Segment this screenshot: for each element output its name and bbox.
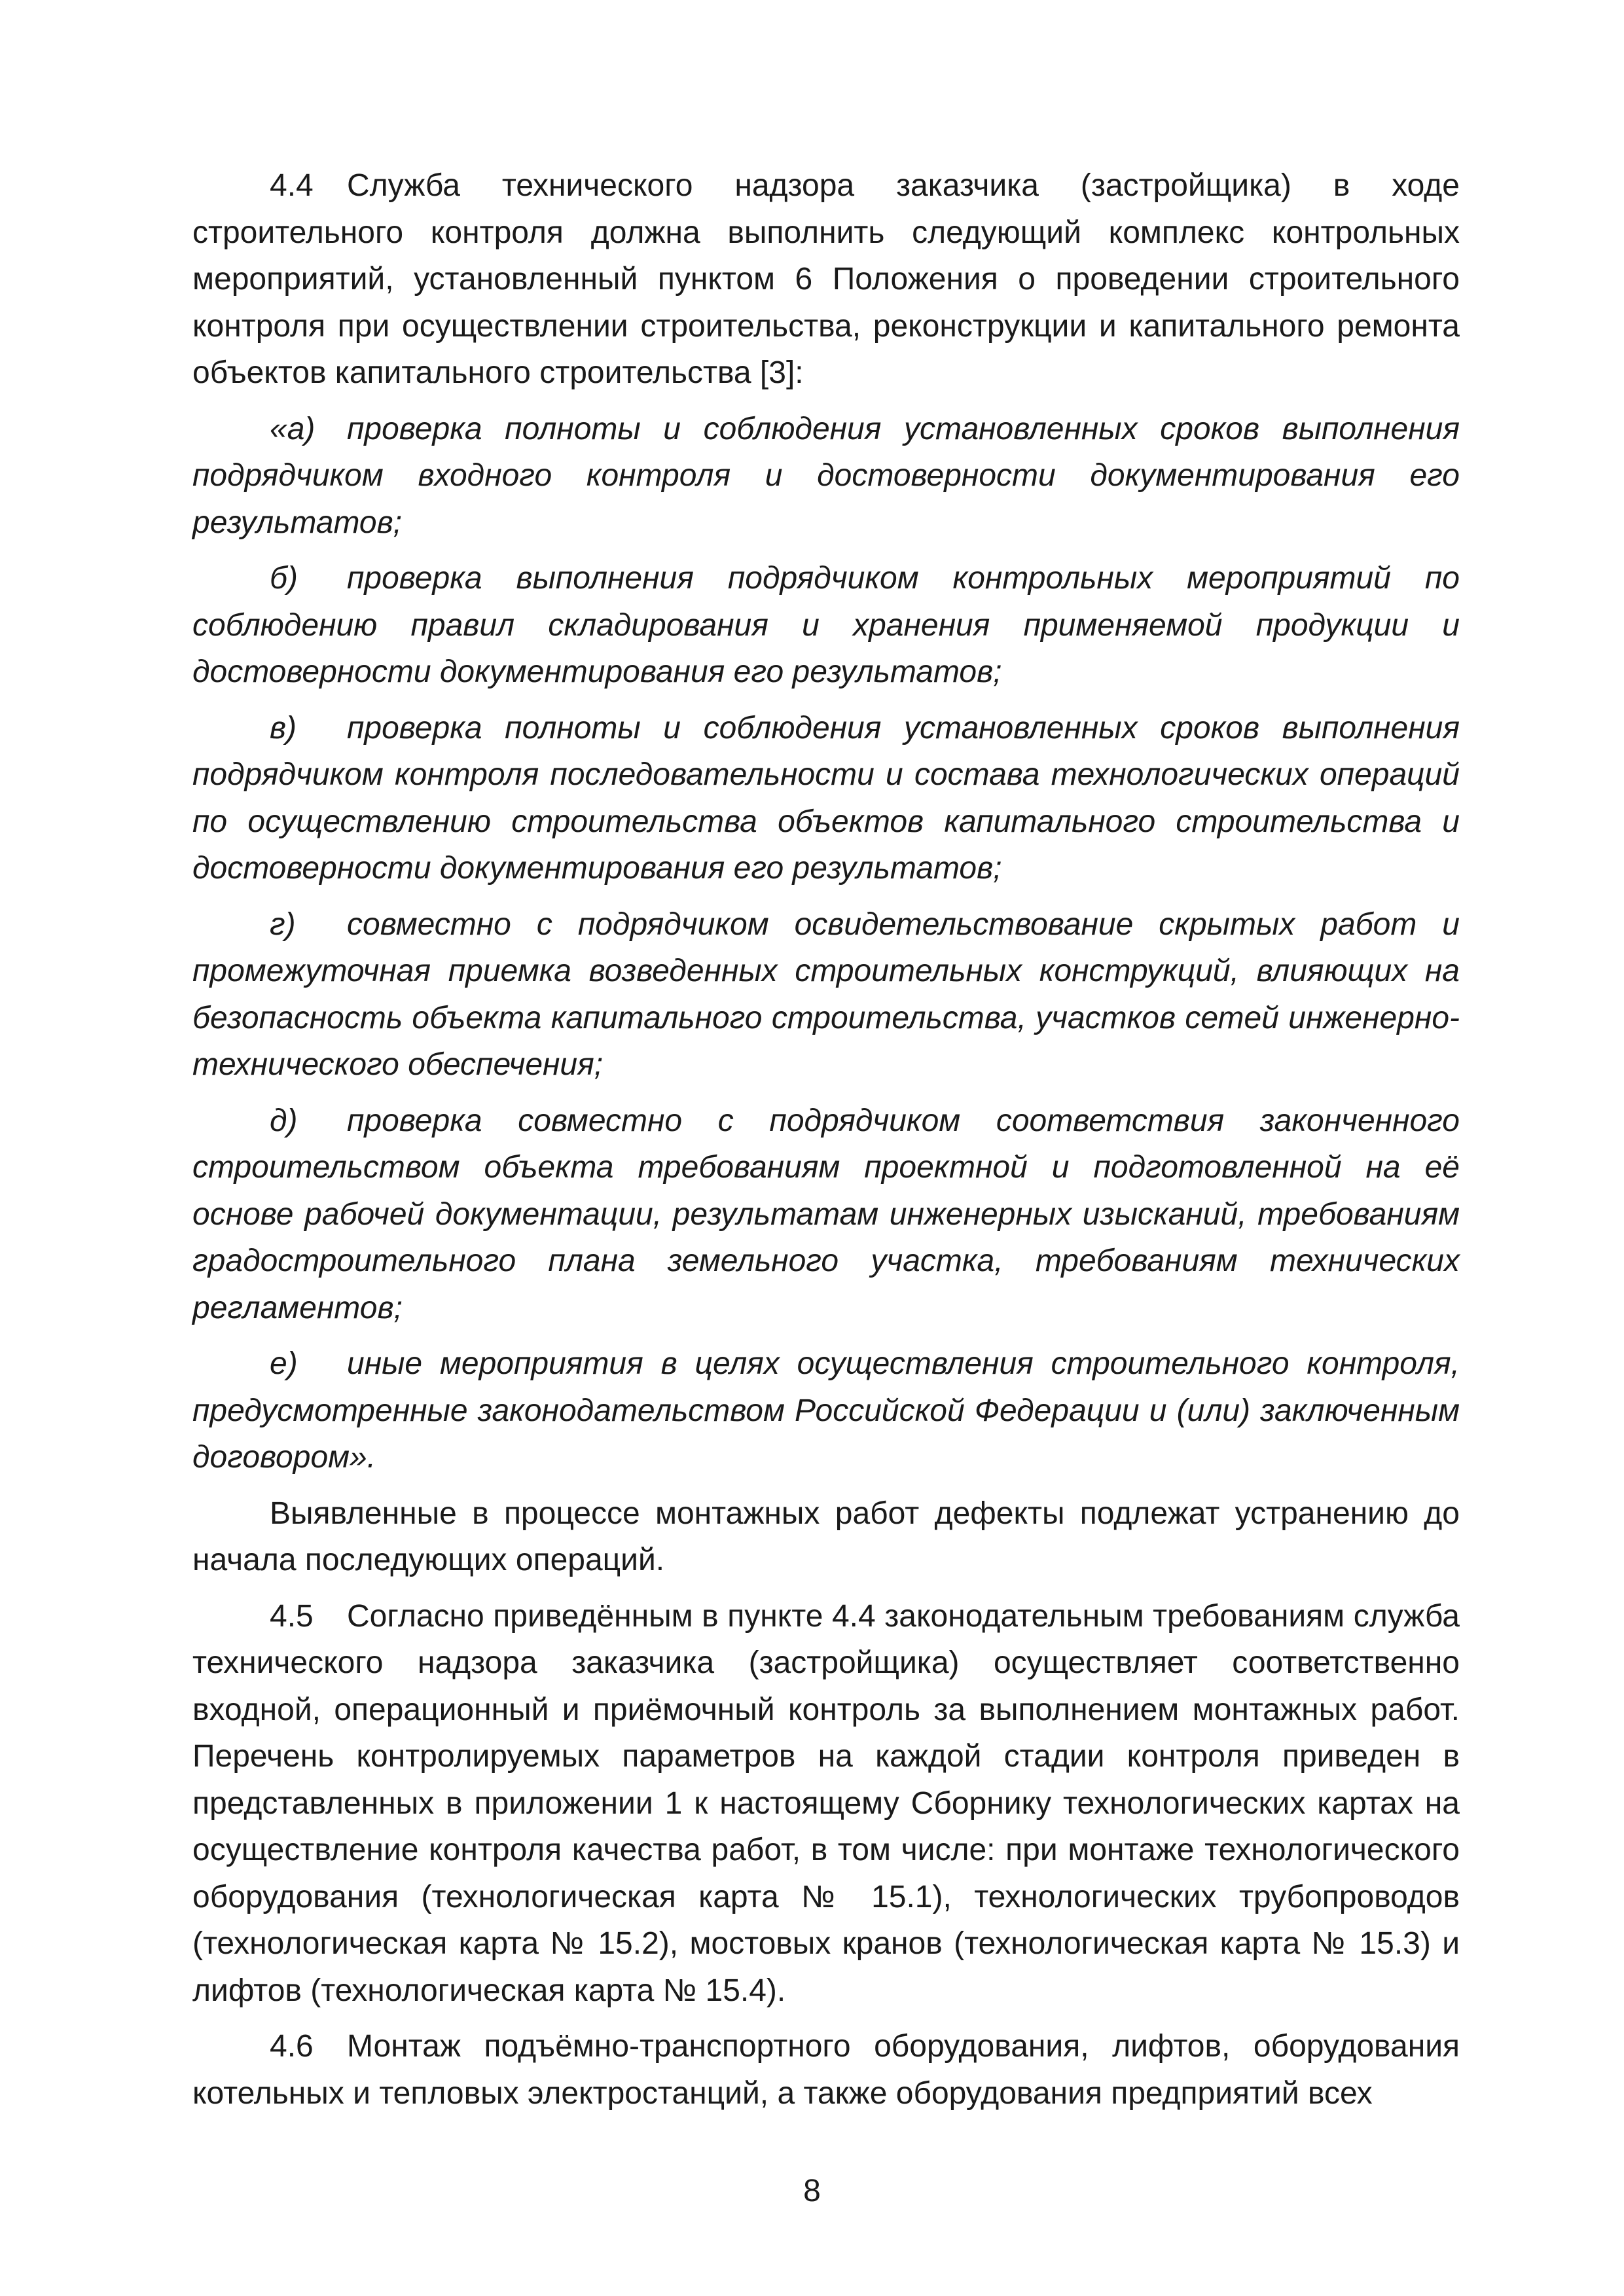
list-item-marker: «а) (270, 411, 316, 446)
paragraph-defects (192, 1490, 1460, 1584)
list-item-b (192, 555, 1460, 696)
list-item-marker: в) (270, 710, 297, 745)
list-item-text: иные мероприятия в целях осуществления строительного контроля, предусмотренные законодательством Российской Федерации и (или) заключенным договором». (192, 1346, 1460, 1475)
list-item-marker: г) (270, 906, 296, 942)
paragraph-4-5 (192, 1593, 1460, 2015)
list-item-v (192, 705, 1460, 892)
paragraph-number: 4.6 (270, 2029, 314, 2064)
list-item-text: проверка полноты и соблюдения установленных сроков выполнения подрядчиком контроля последовательности и состава технологических операций по осуществлению строительства объектов капитального строительства и достоверности документирования его результатов; (192, 710, 1460, 886)
list-item-text: проверка полноты и соблюдения установленных сроков выполнения подрядчиком входного контроля и достоверности документирования его результатов; (192, 411, 1460, 540)
list-item-e (192, 1340, 1460, 1481)
paragraph-4-6 (192, 2023, 1460, 2117)
page-number: 8 (803, 2174, 821, 2208)
paragraph-text: Служба технического надзора заказчика (застройщика) в ходе строительного контроля должна выполнить следующий комплекс контрольных мероприятий, установленный пунктом 6 Положения о проведении строительного контроля при осуществлении строительства, реконструкции и капитального ремонта объектов капитального строительства [3]: (192, 168, 1460, 390)
list-item-text: проверка выполнения подрядчиком контрольных мероприятий по соблюдению правил складирования и хранения применяемой продукции и достоверности документирования его результатов; (192, 561, 1460, 689)
list-item-g (192, 901, 1460, 1088)
list-item-text: проверка совместно с подрядчиком соответствия законченного строительством объекта требованиям проектной и подготовленной на её основе рабочей документации, результатам инженерных изысканий, требованиям градостроительного плана земельного участка, требованиям технических регламентов; (192, 1103, 1460, 1325)
paragraph-number: 4.5 (270, 1598, 314, 1634)
paragraph-4-4 (192, 162, 1460, 397)
paragraph-number: 4.4 (270, 168, 314, 203)
list-item-d (192, 1098, 1460, 1332)
paragraph-text: Выявленные в процессе монтажных работ дефекты подлежат устранению до начала последующих операций. (192, 1496, 1460, 1577)
list-item-marker: д) (270, 1103, 298, 1138)
paragraph-text: Согласно приведённым в пункте 4.4 законодательным требованиям служба технического надзора заказчика (застройщика) осуществляет соответственно входной, операционный и приёмочный контроль за выполнением монтажных работ. Перечень контролируемых параметров на каждой стадии контроля приведен в представленных в приложении 1 к настоящему Сборнику технологических картах на осуществление контроля качества работ, в том числе: при монтаже технологического оборудования (технологическая карта № 15.1), технологических трубопроводов (технологическая карта № 15.2), мостовых кранов (технологическая карта № 15.3) и лифтов (технологическая карта № 15.4). (192, 1598, 1460, 2008)
list-item-a (192, 406, 1460, 547)
list-item-marker: е) (270, 1346, 298, 1381)
paragraph-text: Монтаж подъёмно-транспортного оборудования, лифтов, оборудования котельных и тепловых электростанций, а также оборудования предприятий всех (192, 2029, 1460, 2111)
document-body (192, 162, 1460, 2126)
list-item-marker: б) (270, 561, 298, 596)
list-item-text: совместно с подрядчиком освидетельствование скрытых работ и промежуточная приемка возведенных строительных конструкций, влияющих на безопасность объекта капитального строительства, участков сетей инженерно-технического обеспечения; (192, 906, 1460, 1082)
